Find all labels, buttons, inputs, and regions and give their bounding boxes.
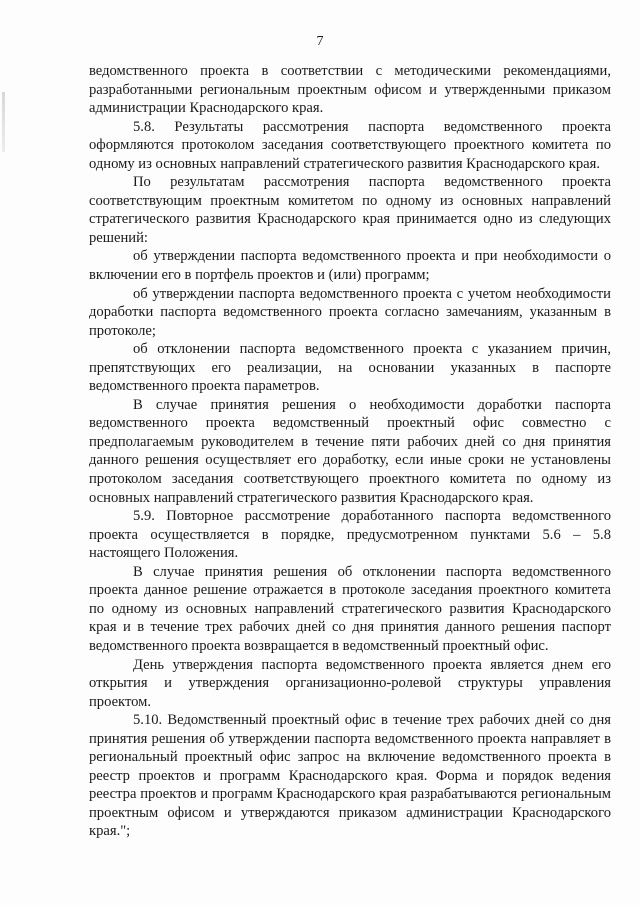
paragraph-5-10: 5.10. Ведомственный проектный офис в течение трех рабочих дней со дня принятия решения об утверждении паспорта ведомственного проекта направляет в региональный проектный офис запрос на включение ведомственного проекта в реестр проектов и программ Краснодарского края. Форма и порядок ведения реестра проектов и программ Краснодарского края разрабатываются региональным проектным офисом и утверждаются приказом администрации Краснодарского края."; xyxy=(89,712,611,840)
scan-edge-mark xyxy=(2,92,5,152)
document-body xyxy=(89,62,611,841)
paragraph-rejection-case: В случае принятия решения об отклонении паспорта ведомственного проекта данное решение отражается в протоколе заседания проектного комитета по одному из основных направлений стратегического развития Краснодарского края и в течение трех рабочих дней со дня принятия данного решения паспорт ведомственного проекта возвращается в ведомственный проектный офис. xyxy=(89,563,611,654)
paragraph-5-9: 5.9. Повторное рассмотрение доработанного паспорта ведомственного проекта осуществляется в порядке, предусмотренном пунктами 5.6 – 5.8 настоящего Положения. xyxy=(89,508,611,562)
paragraph-decision-approve: об утверждении паспорта ведомственного проекта и при необходимости о включении его в портфель проектов и (или) программ; xyxy=(89,248,611,284)
page-number: 7 xyxy=(316,34,324,49)
paragraph-approval-day: День утверждения паспорта ведомственного проекта является днем его открытия и утверждения организационно-ролевой структуры управления проектом. xyxy=(89,656,611,710)
paragraph-5-8: 5.8. Результаты рассмотрения паспорта ведомственного проекта оформляются протоколом заседания соответствующего проектного комитета по одному из основных направлений стратегического развития Краснодарского края. xyxy=(89,118,611,172)
paragraph-decisions-intro: По результатам рассмотрения паспорта ведомственного проекта соответствующим проектным комитетом по одному из основных направлений стратегического развития Краснодарского края принимается одно из следующих решений: xyxy=(89,174,611,246)
paragraph-decision-revise: об утверждении паспорта ведомственного проекта с учетом необходимости доработки паспорта ведомственного проекта согласно замечаниям, указанным в протоколе; xyxy=(89,285,611,339)
paragraph-decision-reject: об отклонении паспорта ведомственного проекта с указанием причин, препятствующих его реализации, на основании указанных в паспорте ведомственного проекта параметров. xyxy=(89,341,611,395)
paragraph-continuation: ведомственного проекта в соответствии с методическими рекомендациями, разработанными региональным проектным офисом и утвержденными приказом администрации Краснодарского края. xyxy=(89,63,611,117)
paragraph-revision-case: В случае принятия решения о необходимости доработки паспорта ведомственного проекта ведомственный проектный офис совместно с предполагаемым руководителем в течение пяти рабочих дней со дня принятия данного решения осуществляет его доработку, если иные сроки не установлены протоколом заседания соответствующего проектного комитета по одному из основных направлений стратегического развития Краснодарского края. xyxy=(89,396,611,506)
